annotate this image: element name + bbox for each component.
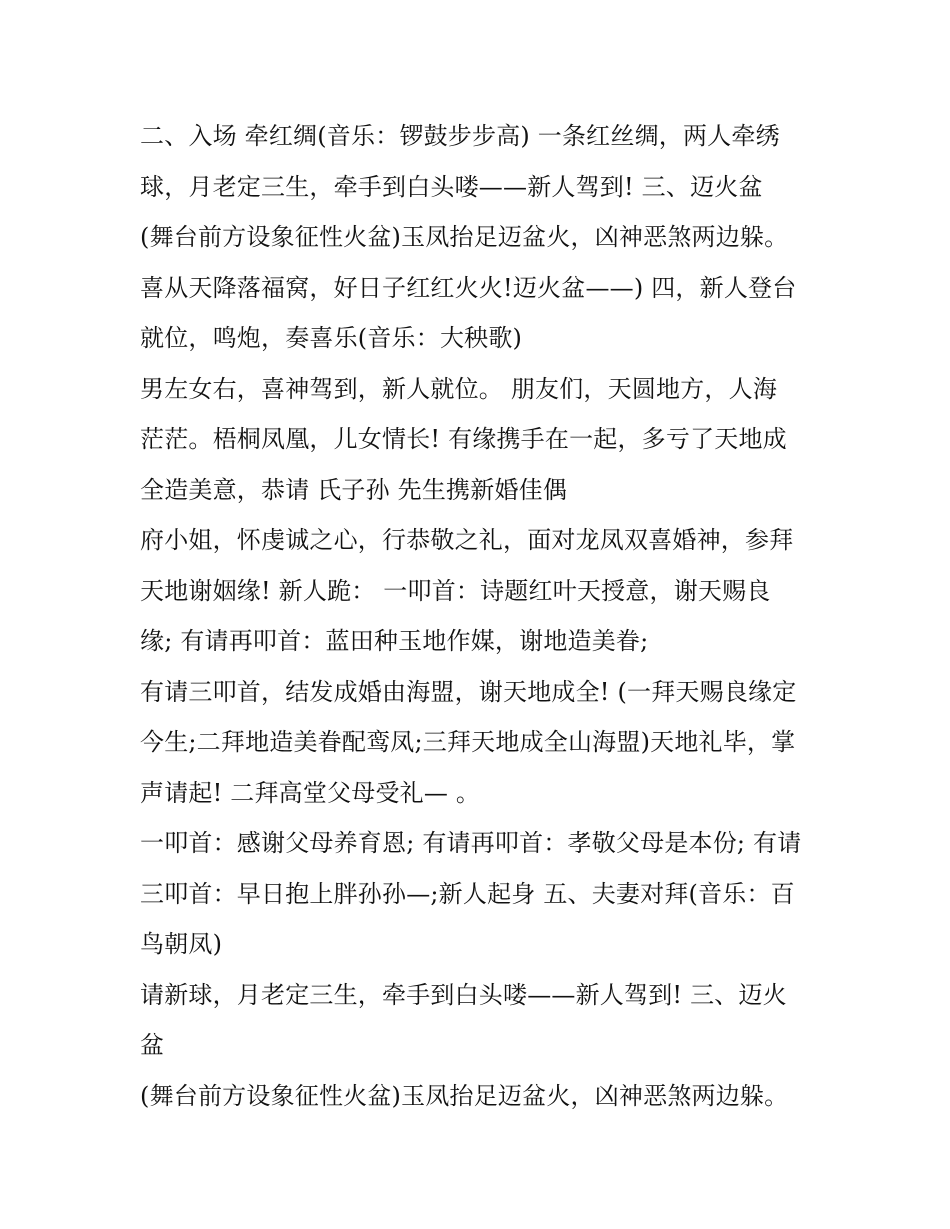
- text-line: 三叩首：早日抱上胖孙孙—;新人起身 五、夫妻对拜(音乐：百: [140, 879, 795, 908]
- text-line: 茫茫。梧桐凤凰，儿女情长! 有缘携手在一起，多亏了天地成: [140, 425, 787, 453]
- document-body: [140, 111, 820, 1121]
- text-line: 声请起! 二拜高堂父母受礼— 。: [140, 778, 481, 807]
- text-line: 鸟朝凤): [140, 930, 223, 958]
- text-line: (舞台前方设象征性火盆)玉凤抬足迈盆火，凶神恶煞两边躲。: [140, 1081, 789, 1110]
- text-line: 二、入场 牵红绸(音乐：锣鼓步步高) 一条红丝绸，两人牵绣: [140, 122, 780, 150]
- text-line: 就位，鸣炮，奏喜乐(音乐：大秧歌): [140, 324, 523, 352]
- text-line: 球，月老定三生，牵手到白头喽——新人驾到! 三、迈火盆: [140, 172, 763, 201]
- text-line: 男左女右，喜神驾到，新人就位。 朋友们，天圆地方，人海: [140, 374, 778, 403]
- text-line: 有请三叩首，结发成婚由海盟，谢天地成全! (一拜天赐良缘定: [140, 677, 797, 706]
- text-line: 请新球，月老定三生，牵手到白头喽——新人驾到! 三、迈火: [140, 980, 787, 1009]
- text-line: 喜从天降落福窝，好日子红红火火!迈火盆——) 四，新人登台: [140, 273, 797, 302]
- text-line: 全造美意，恭请 氏子孙 先生携新婚佳偶: [140, 475, 568, 504]
- text-line: (舞台前方设象征性火盆)玉凤抬足迈盆火，凶神恶煞两边躲。: [140, 223, 789, 251]
- text-line: 府小姐，怀虔诚之心，行恭敬之礼，面对龙凤双喜婚神，参拜: [140, 526, 794, 554]
- text-line: 盆: [140, 1031, 165, 1059]
- text-line: 缘; 有请再叩首：蓝田种玉地作媒，谢地造美眷;: [140, 627, 649, 655]
- text-line: 天地谢姻缘! 新人跪： 一叩首：诗题红叶天授意，谢天赐良: [140, 576, 771, 605]
- text-line: 一叩首：感谢父母养育恩; 有请再叩首：孝敬父母是本份; 有请: [140, 829, 802, 857]
- text-line: 今生;二拜地造美眷配鸾凤;三拜天地成全山海盟)天地礼毕，掌: [140, 728, 796, 756]
